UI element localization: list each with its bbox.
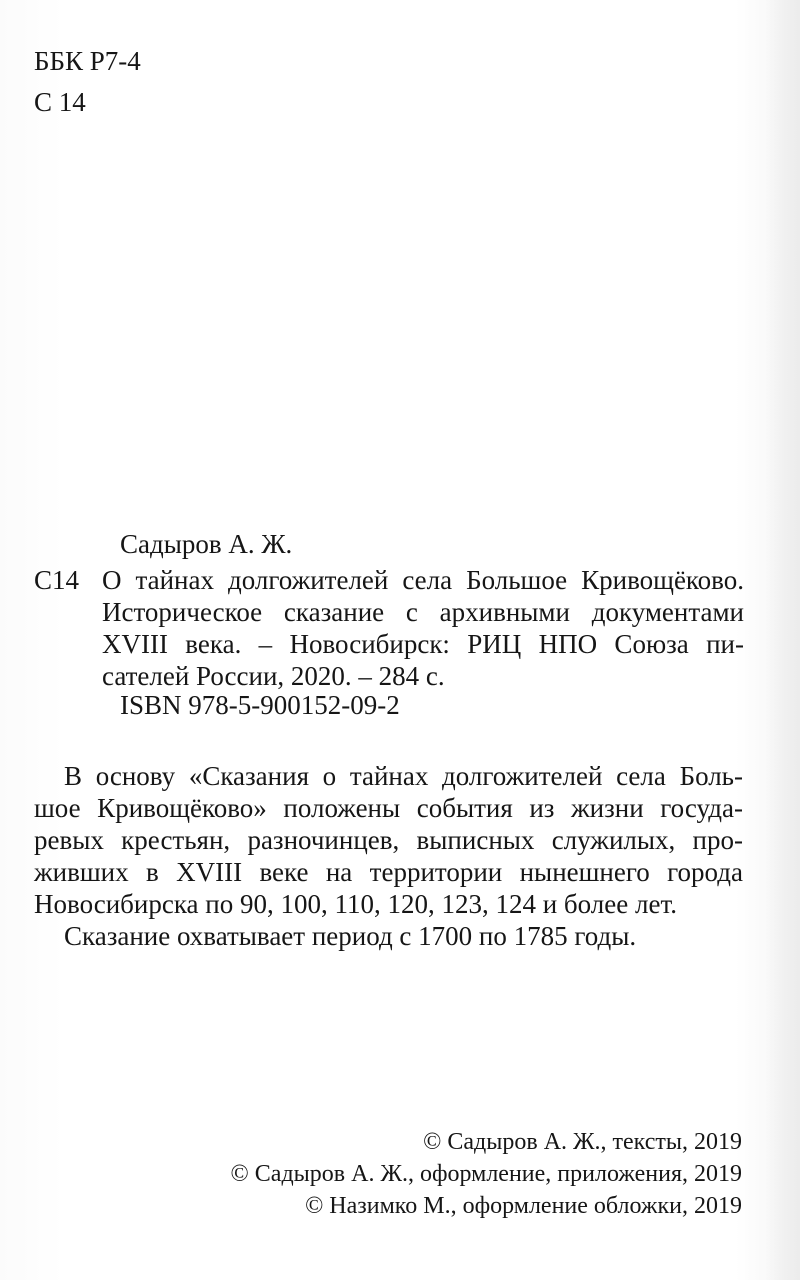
- bibliographic-line-3: XVIII века. – Новосибирск: РИЦ НПО Союза пи-: [102, 629, 744, 659]
- author-mark: С 14: [34, 87, 86, 117]
- bibliographic-line-2: Историческое сказание с архивными документами: [102, 597, 744, 627]
- copyright-cover: © Назимко М., оформление обложки, 2019: [305, 1193, 742, 1219]
- bbk-classification: ББК Р7-4: [34, 46, 141, 76]
- bibliographic-line-1: О тайнах долгожителей села Большое Кривощёково.: [102, 565, 744, 595]
- abstract-line-6: Сказание охватывает период с 1700 по 1785 годы.: [64, 921, 637, 951]
- abstract-line-2: шое Кривощёково» положены события из жизни госуда-: [34, 793, 743, 823]
- catalog-code: С14: [34, 565, 80, 595]
- abstract-line-4: живших в XVIII веке на территории нынешнего города: [34, 857, 743, 887]
- bibliographic-line-4: сателей России, 2020. – 284 с.: [102, 661, 445, 691]
- copyright-design: © Садыров А. Ж., оформление, приложения, 2019: [230, 1161, 742, 1187]
- author-name: Садыров А. Ж.: [120, 529, 293, 559]
- abstract-line-5: Новосибирска по 90, 100, 110, 120, 123, 124 и более лет.: [34, 889, 677, 919]
- abstract-line-1: В основу «Сказания о тайнах долгожителей села Боль-: [64, 761, 743, 791]
- page-edge-shadow: [766, 0, 800, 1280]
- isbn: ISBN 978-5-900152-09-2: [120, 690, 400, 720]
- copyright-texts: © Садыров А. Ж., тексты, 2019: [423, 1129, 742, 1155]
- abstract-line-3: ревых крестьян, разночинцев, выписных служилых, про-: [34, 825, 743, 855]
